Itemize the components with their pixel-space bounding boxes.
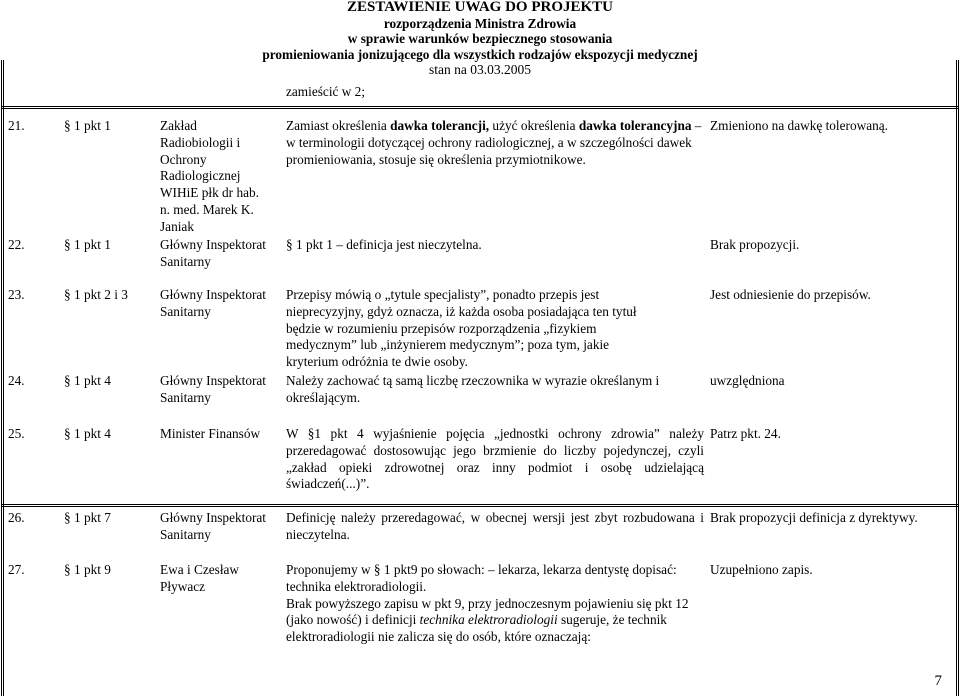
row-number: 27.: [8, 562, 25, 577]
section-sign: §: [64, 562, 71, 577]
header-line-3: w sprawie warunków bezpiecznego stosowania: [347, 31, 613, 46]
row-number: 25.: [8, 426, 25, 441]
table-top-border: [1, 106, 959, 107]
row-response: Patrz pkt. 24.: [710, 426, 781, 441]
row-comment: Definicję należy przeredagować, w obecnej wersji jest zbyt rozbudowana i nieczytelna.: [286, 510, 704, 542]
row-paragraph: § 1 pkt 1: [64, 118, 111, 133]
section-sign: §: [64, 118, 71, 133]
row-number: 23.: [8, 287, 25, 302]
row-number: 22.: [8, 237, 25, 252]
comment-paragraph-2: Brak powyższego zapisu w pkt 9, przy jednoczesnym pojawieniu się pkt 12 (jako nowość) i definicji technika elektroradiologii sugeruje, że technik elektroradiologii nie zalicza się do osób, które oznaczają:: [286, 595, 689, 645]
row-paragraph: § 1 pkt 4: [64, 373, 111, 388]
comment-paragraph-1: Proponujemy w § 1 pkt9 po słowach: – lekarza, lekarza dentystę dopisać: technika elektroradiologii.: [286, 562, 677, 594]
section-sign: §: [64, 373, 71, 388]
table-left-border: [1, 60, 2, 696]
row-paragraph: § 1 pkt 1: [64, 237, 111, 252]
row-author: Główny Inspektorat Sanitarny: [160, 510, 266, 542]
row-comment: Należy zachować tą samą liczbę rzeczownika w wyrazie określanym i określającym.: [286, 373, 660, 405]
section-sign: §: [64, 426, 71, 441]
table-left-border-inner: [3, 60, 4, 696]
row-comment: W §1 pkt 4 wyjaśnienie pojęcia „jednostki ochrony zdrowia” należy przeredagować dostosowując jego brzmienie do liczby pojedynczej, czyli „zakład opieki zdrowotnej oraz inny podmiot i osobę udzielającą świadczeń(...)”.: [286, 426, 704, 492]
page-number: 7: [934, 673, 942, 689]
row-author: Ewa i Czesław Pływacz: [160, 562, 240, 594]
section-sign: §: [64, 237, 71, 252]
row-paragraph: § 1 pkt 9: [64, 562, 111, 577]
row-response: Brak propozycji.: [710, 237, 800, 252]
table-right-border-inner: [956, 60, 957, 696]
row-comment: Przepisy mówią o „tytule specjalisty”, ponadto przepis jest nieprecyzyjny, gdyż oznacza, iż każda osoba posiadająca ten tytuł będzie w rozumieniu przepisów rozporządzenia „fizykiem medycznym” lub „inżynierem medycznym”; poza tym, jakie kryterium odróżnia te dwie osoby.: [286, 287, 637, 370]
section-sign: §: [64, 287, 71, 302]
row-response: Uzupełniono zapis.: [710, 562, 813, 577]
row-author: Główny Inspektorat Sanitarny: [160, 237, 266, 269]
row-paragraph: § 1 pkt 4: [64, 426, 111, 441]
row-response: Zmieniono na dawkę tolerowaną.: [710, 118, 888, 133]
row-number: 24.: [8, 373, 25, 388]
row-comment: § 1 pkt 1 – definicja jest nieczytelna.: [286, 237, 482, 252]
table-top-border-inner: [1, 108, 959, 109]
row-response: Brak propozycji definicja z dyrektywy.: [710, 510, 918, 525]
document-header: [0, 0, 960, 78]
section-sign: §: [286, 237, 293, 252]
row-paragraph: § 1 pkt 2 i 3: [64, 287, 128, 302]
row-author: Minister Finansów: [160, 426, 261, 441]
header-line-4: promieniowania jonizującego dla wszystkich rodzajów ekspozycji medycznej: [262, 46, 698, 62]
row-author: Zakład Radiobiologii i Ochrony Radiologicznej WIHiE płk dr hab. n. med. Marek K. Janiak: [160, 118, 259, 234]
row-paragraph: § 1 pkt 7: [64, 510, 111, 525]
row-comment: [286, 562, 704, 646]
previous-row-tail: zamieścić w 2;: [286, 84, 366, 99]
row-response: Jest odniesienie do przepisów.: [710, 287, 871, 302]
row-author: Główny Inspektorat Sanitarny: [160, 373, 266, 405]
section-sign: §: [64, 510, 71, 525]
table-right-border: [958, 60, 959, 696]
row-comment: Zamiast określenia dawka tolerancji, użyć określenia dawka tolerancyjna – w terminologii dotyczącej ochrony radiologicznej, a w szczególności dawek promieniowania, stosuje się określenia przymiotnikowe.: [286, 118, 702, 167]
row-number: 26.: [8, 510, 25, 525]
table-section-border-inner: [1, 506, 959, 507]
header-line-2: rozporządzenia Ministra Zdrowia: [383, 15, 577, 31]
header-date: stan na 03.03.2005: [429, 62, 531, 77]
document-title: ZESTAWIENIE UWAG DO PROJEKTU: [346, 0, 614, 15]
row-response: uwzględniona: [710, 373, 785, 388]
row-author: Główny Inspektorat Sanitarny: [160, 287, 266, 319]
row-number: 21.: [8, 118, 25, 133]
table-section-border: [1, 504, 959, 505]
